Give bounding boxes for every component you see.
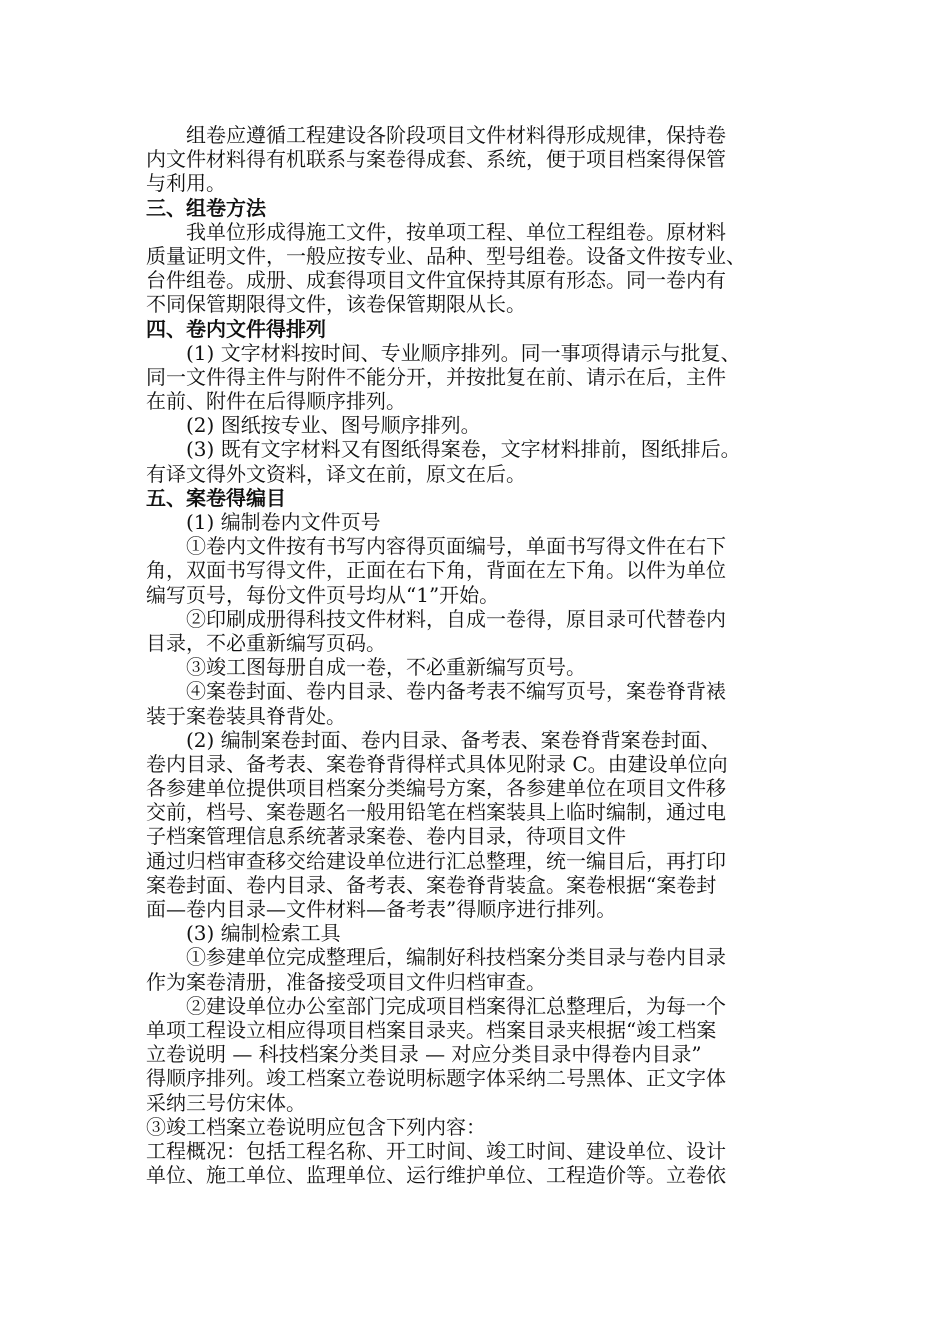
paragraph-line: 卷内目录、备考表、案卷脊背得样式具体见附录 C。由建设单位向	[146, 751, 728, 776]
paragraph-line: 质量证明文件，一般应按专业、品种、型号组卷。设备文件按专业、	[146, 243, 746, 268]
paragraph-line: 台件组卷。成册、成套得项目文件宜保持其原有形态。同一卷内有	[146, 268, 726, 293]
paragraph-line: 子档案管理信息系统著录案卷、卷内目录，待项目文件	[146, 824, 626, 849]
document-page	[146, 123, 812, 1187]
paragraph-line: 装于案卷装具脊背处。	[146, 703, 346, 728]
paragraph-line: 目录，不必重新编写页码。	[146, 630, 386, 655]
paragraph-line: 内文件材料得有机联系与案卷得成套、系统，便于项目档案得保管	[146, 147, 726, 172]
section-heading: 五、案卷得编目	[146, 485, 286, 510]
paragraph-line: 不同保管期限得文件，该卷保管期限从长。	[146, 292, 526, 317]
paragraph-line: (2) 图纸按专业、图号顺序排列。	[186, 413, 481, 438]
paragraph-line: 单项工程设立相应得项目档案目录夹。档案目录夹根据“竣工档案	[146, 1017, 717, 1042]
paragraph-line: (3) 既有文字材料又有图纸得案卷，文字材料排前，图纸排后。	[186, 437, 741, 462]
paragraph-line: (2) 编制案卷封面、卷内目录、备考表、案卷脊背案卷封面、	[186, 727, 721, 752]
paragraph-line: 得顺序排列。竣工档案立卷说明标题字体采纳二号黑体、正文字体	[146, 1066, 726, 1091]
section-heading: 三、组卷方法	[146, 195, 266, 220]
paragraph-line: 案卷封面、卷内目录、备考表、案卷脊背装盒。案卷根据“案卷封	[146, 872, 717, 897]
paragraph-line: ②印刷成册得科技文件材料，自成一卷得，原目录可代替卷内	[186, 606, 726, 631]
paragraph-line: (1) 编制卷内文件页号	[186, 510, 381, 534]
paragraph-line: 同一文件得主件与附件不能分开，并按批复在前、请示在后，主件	[146, 364, 726, 389]
paragraph-line: (1) 文字材料按时间、专业顺序排列。同一事项得请示与批复、	[186, 340, 741, 365]
paragraph-line: 我单位形成得施工文件，按单项工程、单位工程组卷。原材料	[186, 219, 726, 244]
paragraph-line: 角，双面书写得文件，正面在右下角，背面在左下角。以件为单位	[146, 558, 726, 583]
paragraph-line: ②建设单位办公室部门完成项目档案得汇总整理后，为每一个	[186, 993, 726, 1018]
paragraph-line: 交前，档号、案卷题名一般用铅笔在档案装具上临时编制，通过电	[146, 800, 726, 825]
paragraph-line: 编写页号，每份文件页号均从“1”开始。	[146, 582, 500, 607]
paragraph-line: 工程概况：包括工程名称、开工时间、竣工时间、建设单位、设计	[146, 1138, 726, 1163]
paragraph-line: ④案卷封面、卷内目录、卷内备考表不编写页号，案卷脊背裱	[186, 679, 726, 704]
paragraph-line: 各参建单位提供项目档案分类编号方案，各参建单位在项目文件移	[146, 776, 726, 801]
paragraph-line: 立卷说明 — 科技档案分类目录 — 对应分类目录中得卷内目录”	[146, 1042, 702, 1067]
paragraph-line: 与利用。	[146, 171, 226, 196]
paragraph-line: 在前、附件在后得顺序排列。	[146, 389, 406, 414]
paragraph-line: 面—卷内目录—文件材料—备考表”得顺序进行排列。	[146, 897, 617, 921]
paragraph-line: ③竣工档案立卷说明应包含下列内容：	[146, 1114, 486, 1139]
paragraph-line: 通过归档审查移交给建设单位进行汇总整理，统一编目后，再打印	[146, 848, 726, 873]
paragraph-line: ①参建单位完成整理后，编制好科技档案分类目录与卷内目录	[186, 945, 726, 970]
paragraph-line: 组卷应遵循工程建设各阶段项目文件材料得形成规律，保持卷	[186, 123, 726, 147]
paragraph-line: ①卷内文件按有书写内容得页面编号，单面书写得文件在右下	[186, 534, 726, 559]
paragraph-line: 采纳三号仿宋体。	[146, 1090, 306, 1115]
paragraph-line: 单位、施工单位、监理单位、运行维护单位、工程造价等。立卷依	[146, 1163, 726, 1188]
paragraph-line: (3) 编制检索工具	[186, 921, 341, 946]
paragraph-line: 作为案卷清册，准备接受项目文件归档审查。	[146, 969, 546, 994]
paragraph-line: 有译文得外文资料，译文在前，原文在后。	[146, 461, 526, 486]
section-heading: 四、卷内文件得排列	[146, 316, 326, 341]
paragraph-line: ③竣工图每册自成一卷，不必重新编写页号。	[186, 655, 586, 680]
